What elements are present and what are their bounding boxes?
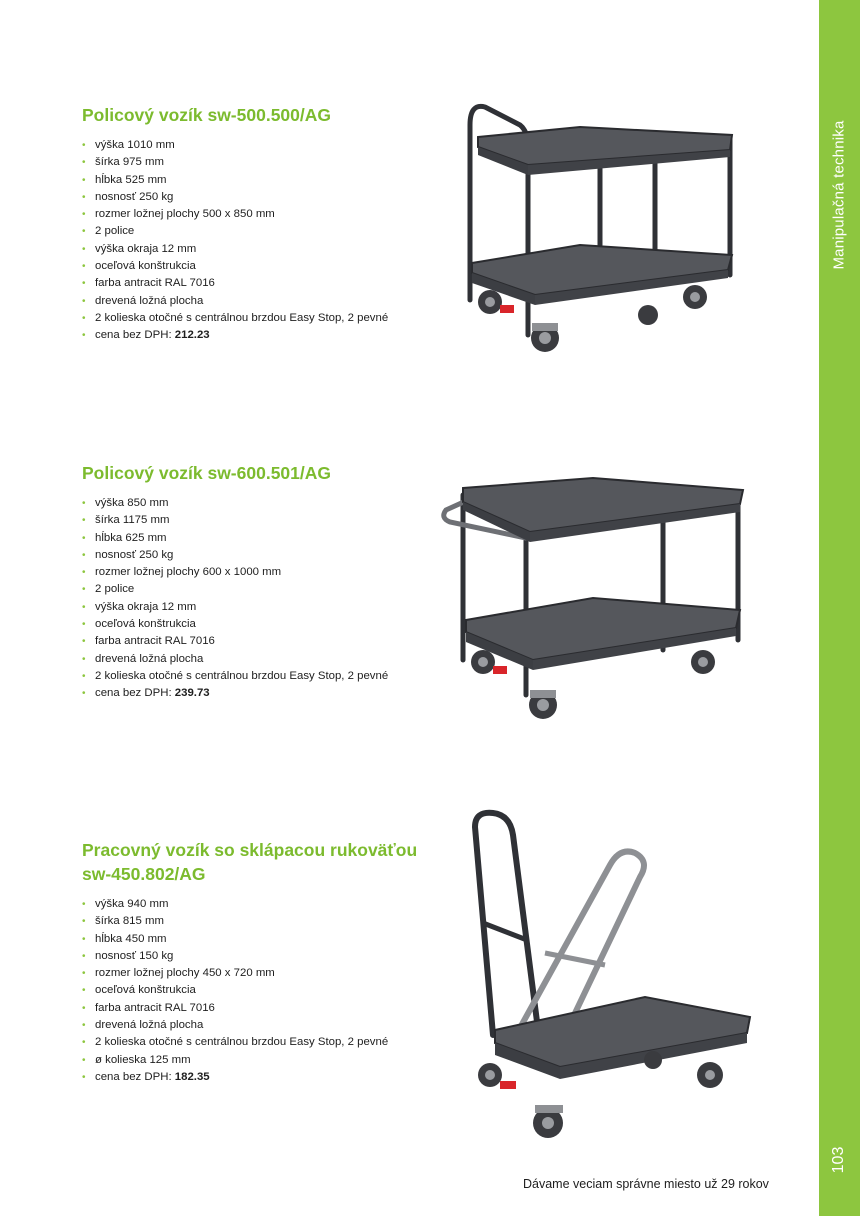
- spec-item: • šírka 975 mm: [82, 154, 442, 171]
- spec-list: [82, 896, 442, 1086]
- spec-item: • výška okraja 12 mm: [82, 241, 442, 258]
- product-1: [82, 103, 442, 345]
- spec-list: [82, 495, 442, 703]
- product-title: [82, 838, 442, 886]
- price-label: cena bez DPH:: [95, 329, 175, 342]
- spec-item: • 2 kolieska otočné s centrálnou brzdou Easy Stop, 2 pevné: [82, 310, 442, 327]
- spec-item: • šírka 815 mm: [82, 913, 442, 930]
- spec-item: • oceľová konštrukcia: [82, 982, 442, 999]
- price-value: 239.73: [174, 687, 210, 700]
- footer-tagline: Dávame veciam správne miesto už 29 rokov: [523, 1177, 769, 1191]
- spec-item: • nosnosť 250 kg: [82, 189, 442, 206]
- spec-item: • farba antracit RAL 7016: [82, 275, 442, 292]
- spec-item: • výška 850 mm: [82, 495, 442, 512]
- section-title: Manipulačná technika: [830, 120, 848, 270]
- spec-list: [82, 137, 442, 345]
- spec-item: • výška 940 mm: [82, 896, 442, 913]
- spec-item: • výška okraja 12 mm: [82, 599, 442, 616]
- spec-item: • hĺbka 450 mm: [82, 931, 442, 948]
- spec-item: • drevená ložná plocha: [82, 1017, 442, 1034]
- trolley-image-1: [440, 95, 740, 360]
- page-number: 103: [830, 1146, 847, 1174]
- product-title-line-2: sw-450.802/AG: [82, 864, 206, 884]
- trolley-image-3: [465, 805, 755, 1145]
- product-3: [82, 838, 442, 1086]
- spec-item: • nosnosť 250 kg: [82, 547, 442, 564]
- spec-item: • farba antracit RAL 7016: [82, 1000, 442, 1017]
- price-value: 182.35: [174, 1070, 210, 1083]
- spec-item: • 2 kolieska otočné s centrálnou brzdou Easy Stop, 2 pevné: [82, 668, 442, 685]
- spec-item: • 2 police: [82, 581, 442, 598]
- spec-item: • 2 police: [82, 223, 442, 240]
- spec-item: • šírka 1175 mm: [82, 512, 442, 529]
- price-item: [82, 327, 442, 344]
- spec-item: • farba antracit RAL 7016: [82, 633, 442, 650]
- product-title-line-1: Pracovný vozík so sklápacou rukoväťou: [82, 840, 418, 860]
- spec-item: • drevená ložná plocha: [82, 651, 442, 668]
- spec-item: • hĺbka 625 mm: [82, 530, 442, 547]
- price-value: 212.23: [174, 329, 210, 342]
- spec-item: • 2 kolieska otočné s centrálnou brzdou Easy Stop, 2 pevné: [82, 1034, 442, 1051]
- spec-item: • rozmer ložnej plochy 600 x 1000 mm: [82, 564, 442, 581]
- spec-item: • ø kolieska 125 mm: [82, 1052, 442, 1069]
- spec-item: • rozmer ložnej plochy 450 x 720 mm: [82, 965, 442, 982]
- price-label: cena bez DPH:: [95, 1070, 175, 1083]
- spec-item: • oceľová konštrukcia: [82, 616, 442, 633]
- spec-item: • hĺbka 525 mm: [82, 172, 442, 189]
- price-item: [82, 1069, 442, 1086]
- spec-item: • oceľová konštrukcia: [82, 258, 442, 275]
- spec-item: • výška 1010 mm: [82, 137, 442, 154]
- spec-item: • nosnosť 150 kg: [82, 948, 442, 965]
- price-label: cena bez DPH:: [95, 687, 175, 700]
- price-item: [82, 685, 442, 702]
- product-title: Policový vozík sw-600.501/AG: [82, 463, 332, 483]
- spec-item: • drevená ložná plocha: [82, 293, 442, 310]
- product-2: [82, 461, 442, 703]
- trolley-image-2: [438, 470, 748, 725]
- spec-item: • rozmer ložnej plochy 500 x 850 mm: [82, 206, 442, 223]
- product-title: Policový vozík sw-500.500/AG: [82, 105, 332, 125]
